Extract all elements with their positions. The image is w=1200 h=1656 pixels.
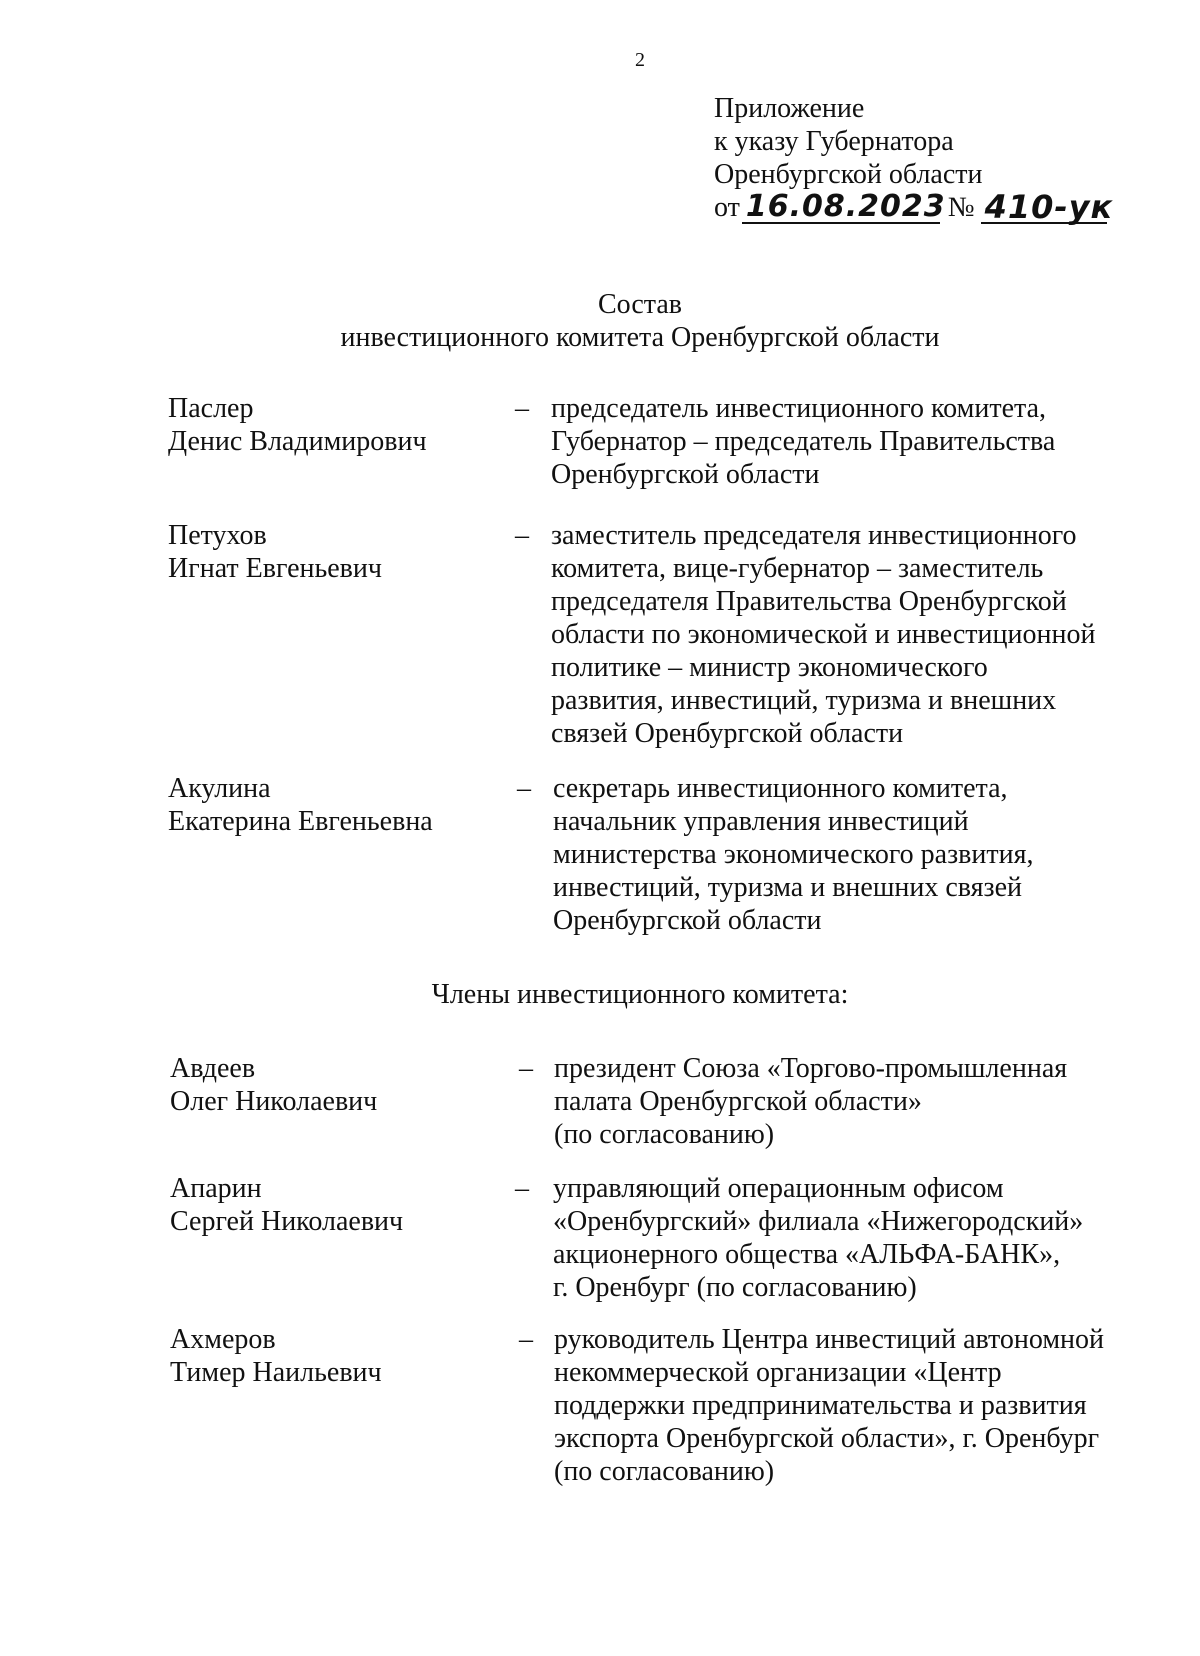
position-line: (по согласованию) (554, 1456, 775, 1487)
dash: – (515, 393, 529, 424)
member-name (168, 392, 488, 458)
position-line: заместитель председателя инвестиционного (551, 520, 1077, 551)
member-given-names: Екатерина Евгеньевна (168, 806, 433, 837)
member-surname: Петухов (168, 520, 267, 551)
handwritten-date: 16.08.2023 (742, 192, 940, 224)
member-surname: Авдеев (170, 1053, 256, 1084)
position-line: политике – министр экономического (551, 652, 988, 683)
member-position (554, 1052, 1067, 1151)
dash: – (519, 1324, 533, 1355)
member-name (170, 1052, 490, 1118)
member-position (551, 392, 1055, 491)
position-line: Губернатор – председатель Правительства (551, 426, 1056, 457)
member-surname: Апарин (170, 1173, 262, 1204)
position-line: президент Союза «Торгово-промышленная (554, 1053, 1068, 1084)
members-heading: Члены инвестиционного комитета: (431, 979, 849, 1010)
position-line: комитета, вице-губернатор – заместитель (551, 553, 1044, 584)
appendix-line-3: Оренбургской области (714, 159, 983, 190)
appendix-line-1: Приложение (714, 93, 865, 124)
dash: – (517, 773, 531, 804)
position-line: некоммерческой организации «Центр (554, 1357, 1002, 1388)
decree-date-number (714, 188, 1114, 226)
appendix-line-2: к указу Губернатора (714, 126, 954, 157)
position-line: управляющий операционным офисом (553, 1173, 1004, 1204)
position-line: акционерного общества «АЛЬФА-БАНК», (553, 1239, 1061, 1270)
position-line: поддержки предпринимательства и развития (554, 1390, 1087, 1421)
position-line: связей Оренбургской области (551, 718, 904, 749)
member-name (168, 519, 488, 585)
position-line: инвестиций, туризма и внешних связей (553, 872, 1022, 903)
member-given-names: Игнат Евгеньевич (168, 553, 382, 584)
date-prefix: от (714, 192, 740, 223)
position-line: (по согласованию) (554, 1119, 775, 1150)
position-line: Оренбургской области (553, 905, 822, 936)
member-position (551, 519, 1095, 750)
title-line-1: Состав (597, 289, 683, 320)
title-line-2: инвестиционного комитета Оренбургской области (340, 322, 940, 353)
position-line: руководитель Центра инвестиций автономной (554, 1324, 1105, 1355)
member-surname: Ахмеров (170, 1324, 276, 1355)
position-line: секретарь инвестиционного комитета, (553, 773, 1008, 804)
dash: – (515, 520, 529, 551)
page-number: 2 (635, 49, 645, 71)
position-line: «Оренбургский» филиала «Нижегородский» (553, 1206, 1084, 1237)
member-name (168, 772, 488, 838)
member-name (170, 1323, 490, 1389)
number-sign: № (947, 192, 975, 223)
document-title (0, 288, 1200, 354)
member-surname: Паслер (168, 393, 254, 424)
member-given-names: Тимер Наильевич (170, 1357, 382, 1388)
dash: – (515, 1173, 529, 1204)
dash: – (519, 1053, 533, 1084)
member-name (170, 1172, 490, 1238)
position-line: экспорта Оренбургской области», г. Оренбург (554, 1423, 1100, 1454)
position-line: области по экономической и инвестиционной (551, 619, 1096, 650)
position-line: Оренбургской области (551, 459, 820, 490)
position-line: г. Оренбург (по согласованию) (553, 1272, 917, 1303)
member-position (553, 772, 1033, 937)
position-line: развития, инвестиций, туризма и внешних (551, 685, 1057, 716)
member-given-names: Олег Николаевич (170, 1086, 378, 1117)
member-position (553, 1172, 1083, 1304)
appendix-header (714, 92, 1114, 226)
member-surname: Акулина (168, 773, 271, 804)
position-line: председатель инвестиционного комитета, (551, 393, 1047, 424)
member-given-names: Денис Владимирович (168, 426, 427, 457)
member-given-names: Сергей Николаевич (170, 1206, 404, 1237)
position-line: начальник управления инвестиций (553, 806, 969, 837)
position-line: палата Оренбургской области» (554, 1086, 922, 1117)
position-line: председателя Правительства Оренбургской (551, 586, 1067, 617)
member-position (554, 1323, 1104, 1488)
handwritten-decree-number: 410-ук (981, 192, 1107, 224)
position-line: министерства экономического развития, (553, 839, 1034, 870)
